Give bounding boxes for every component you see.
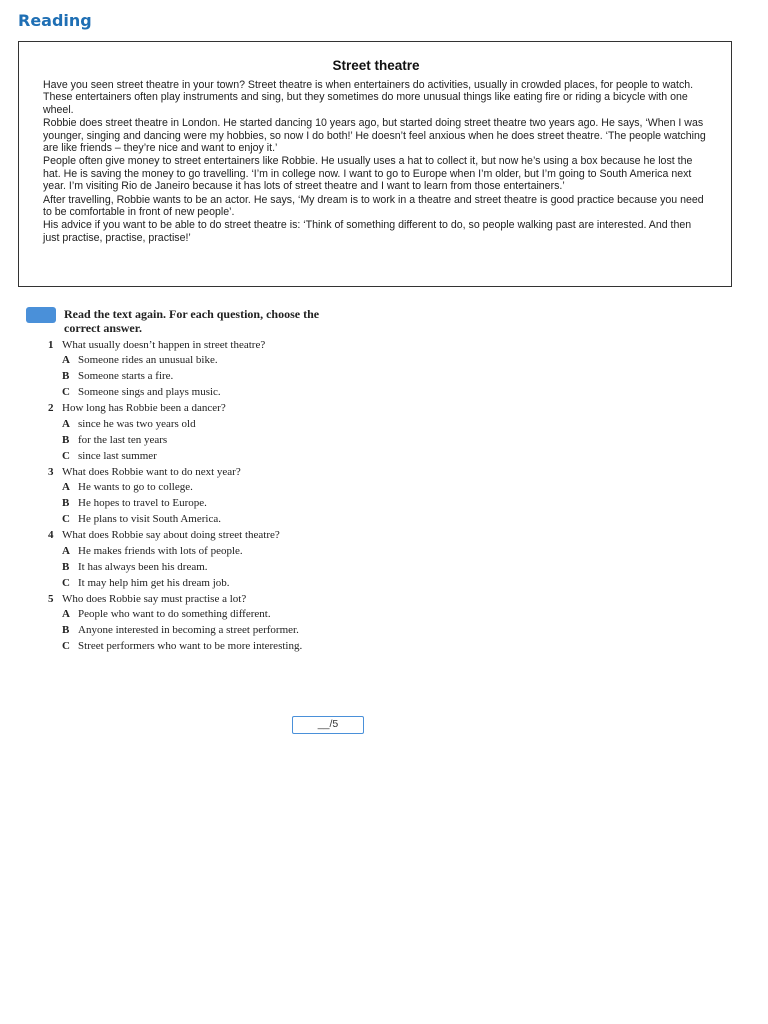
option-text: Street performers who want to be more interesting. [78,640,303,653]
option-letter: A [62,481,70,494]
exercise-instructions: Read the text again. For each question, choose the correct answer. [64,307,320,335]
option-text: It may help him get his dream job. [78,576,230,589]
option-text: for the last ten years [78,433,168,446]
option-letter: A [62,608,70,621]
question-3 [48,466,358,526]
option-text: since last summer [78,449,157,462]
answer-option[interactable] [62,418,358,430]
section-heading: Reading [18,11,92,30]
question-number: 1 [48,339,54,351]
exercise-number-badge [26,307,56,323]
question-number: 2 [48,402,54,415]
option-letter: C [62,576,70,589]
question-number: 3 [48,465,54,478]
answer-option[interactable] [62,561,358,573]
question-5 [48,593,358,653]
question-1 [48,339,358,399]
question-text: What does Robbie want to do next year? [62,465,241,478]
question-list [48,339,358,656]
option-letter: A [62,354,70,367]
question-2 [48,402,358,462]
option-letter: C [62,386,70,399]
answer-option[interactable] [62,545,358,557]
question-number: 4 [48,529,54,542]
option-text: Anyone interested in becoming a street performer. [78,624,299,637]
reading-passage [18,41,732,287]
score-box[interactable]: __/5 [292,716,364,734]
option-letter: A [62,544,70,557]
option-letter: B [62,370,70,383]
option-text: He plans to visit South America. [78,513,221,526]
option-text: Someone starts a fire. [78,370,174,383]
answer-option[interactable] [62,481,358,493]
option-text: He makes friends with lots of people. [78,544,243,557]
option-letter: B [62,624,70,637]
option-text: Someone rides an unusual bike. [78,354,218,367]
option-text: It has always been his dream. [78,560,208,573]
option-letter: B [62,433,70,446]
answer-option[interactable] [62,450,358,462]
answer-option[interactable] [62,386,358,398]
answer-option[interactable] [62,640,358,652]
answer-option[interactable] [62,370,358,382]
answer-option[interactable] [62,513,358,525]
question-text: How long has Robbie been a dancer? [62,402,226,415]
passage-paragraph: Robbie does street theatre in London. He started dancing 10 years ago, but started doing street theatre two years ago. He says, ‘When I was younger, singing and dancing were my hobbies, so now I do both!’ He doesn’t feel anxious when he does street theatre. ‘The people watching are like friends – they’re nice and want to enjoy it.’ [43,117,706,155]
answer-option[interactable] [62,354,358,366]
option-letter: C [62,640,70,653]
question-number: 5 [48,592,54,605]
answer-option[interactable] [62,624,358,636]
option-letter: C [62,513,70,526]
answer-option[interactable] [62,434,358,446]
option-letter: B [62,560,70,573]
passage-title: Street theatre [332,58,420,73]
passage-paragraph: Have you seen street theatre in your town? Street theatre is when entertainers do activities, usually in crowded places, for people to watch. These entertainers often play instruments and sing, but they sometimes do more unusual things like eating fire or riding a bicycle with one wheel. [43,79,694,116]
passage-paragraph: His advice if you want to be able to do street theatre is: ‘Think of something different to do, so people walking past are interested. And then just practise, practise, practise!’ [43,219,692,244]
option-letter: A [62,417,70,430]
option-text: He hopes to travel to Europe. [78,497,207,510]
option-text: Someone sings and plays music. [78,386,221,399]
option-letter: B [62,497,70,510]
question-text: What usually doesn’t happen in street theatre? [62,339,266,351]
answer-option[interactable] [62,497,358,509]
question-4 [48,529,358,589]
question-text: Who does Robbie say must practise a lot? [62,592,247,605]
option-letter: C [62,449,70,462]
answer-option[interactable] [62,577,358,589]
option-text: He wants to go to college. [78,481,193,494]
answer-option[interactable] [62,608,358,620]
question-text: What does Robbie say about doing street theatre? [62,529,280,542]
option-text: People who want to do something different. [78,608,271,621]
passage-paragraph: After travelling, Robbie wants to be an actor. He says, ‘My dream is to work in a theatre and street theatre is good practice because you need to be comfortable in front of new people’. [43,193,704,219]
option-text: since he was two years old [78,417,196,430]
passage-paragraph: People often give money to street entertainers like Robbie. He usually uses a hat to collect it, but now he’s using a box because he lost the hat. He is saving the money to go travelling. ‘I’m in college now. I want to go to Europe when I’m older, but I’m going to South America next year. I’m visiting Rio de Janeiro because it has lots of street theatre and I want to learn from those entertainers.’ [43,155,693,193]
